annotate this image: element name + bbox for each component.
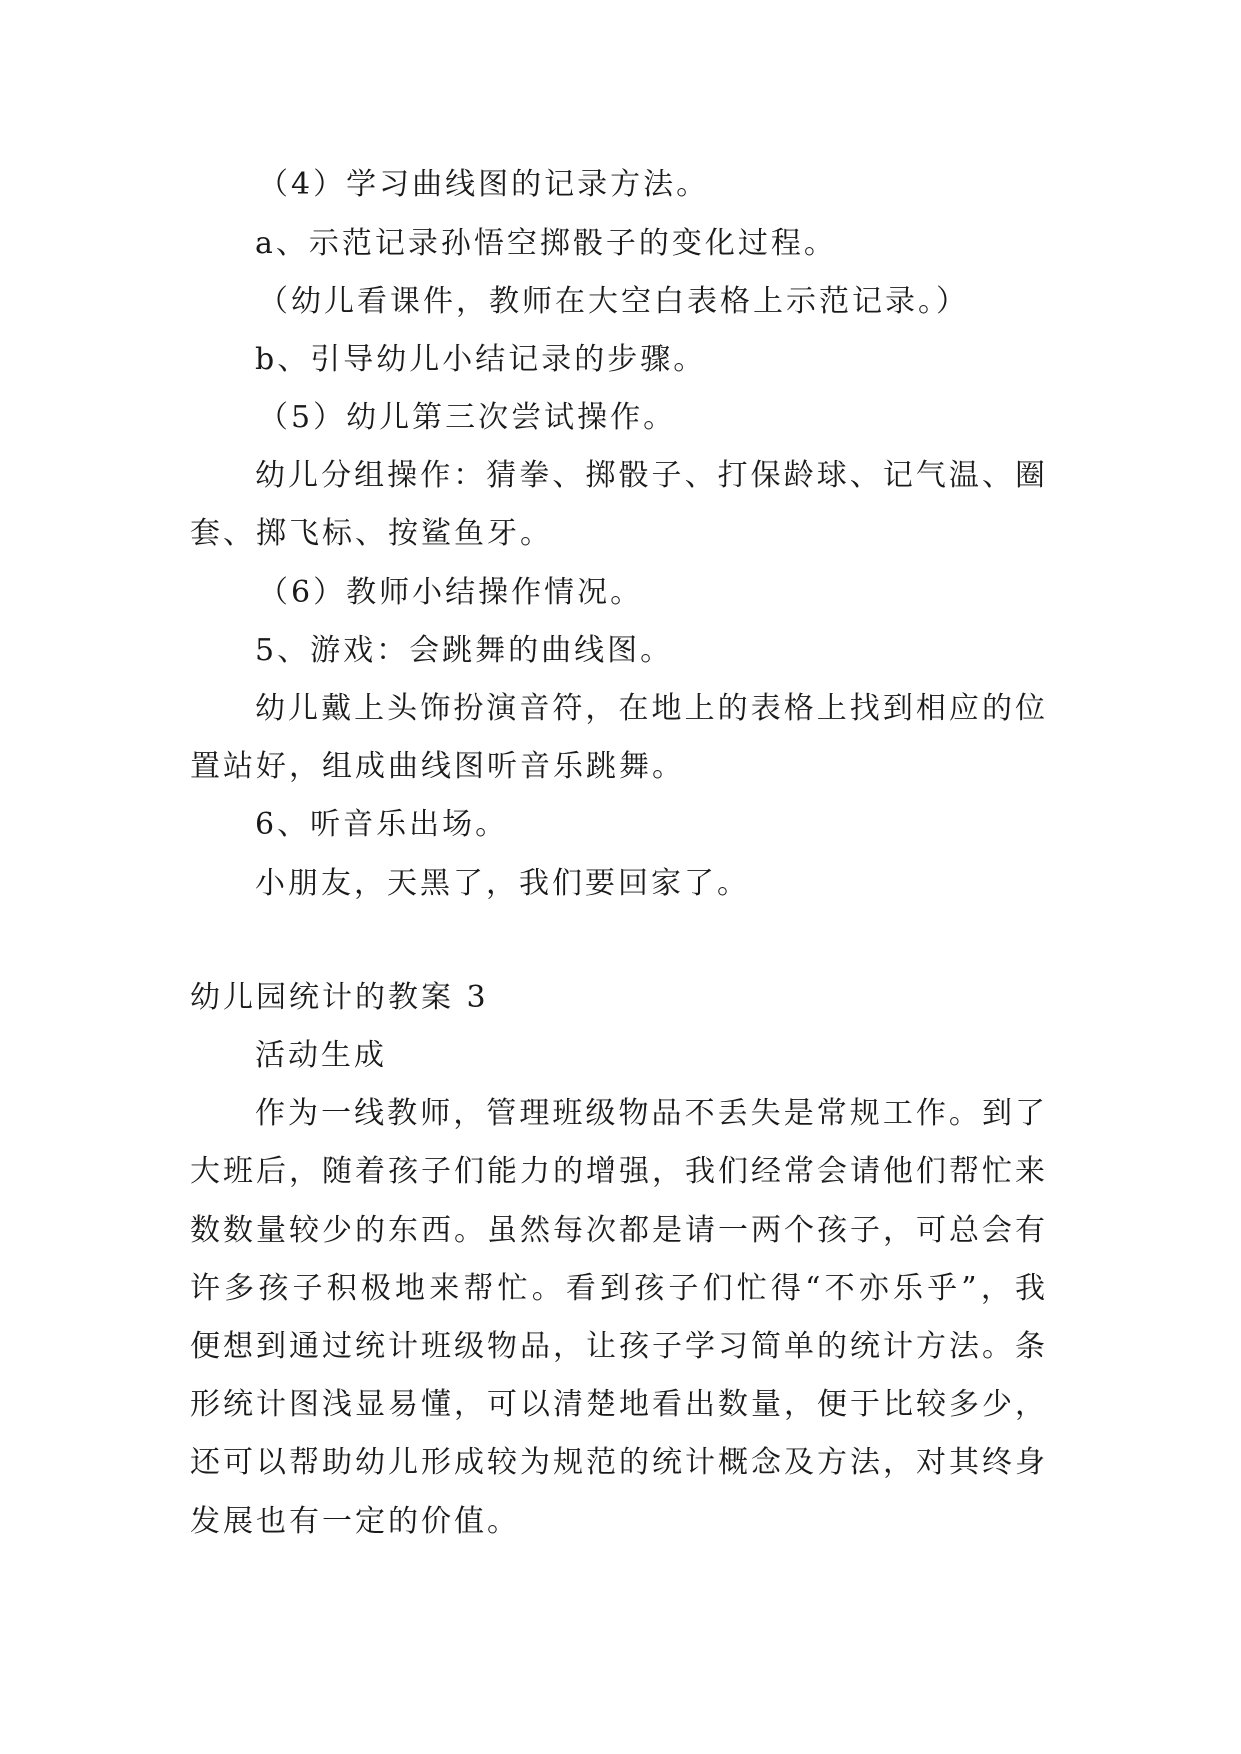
closing-line: 小朋友，天黑了，我们要回家了。: [255, 866, 750, 901]
game-heading: 5、游戏：会跳舞的曲线图。: [255, 633, 674, 668]
game-desc-line-2: 置站好，组成曲线图听音乐跳舞。: [190, 749, 685, 784]
step-6-heading: （6）教师小结操作情况。: [258, 575, 644, 610]
paragraph-line-3: 数数量较少的东西。虽然每次都是请一两个孩子，可总会有: [190, 1213, 1048, 1248]
paragraph-line-5: 便想到通过统计班级物品，让孩子学习简单的统计方法。条: [190, 1329, 1048, 1364]
paragraph-line-1: 作为一线教师，管理班级物品不丢失是常规工作。到了: [255, 1096, 1048, 1131]
exit-heading: 6、听音乐出场。: [255, 807, 509, 842]
paragraph-line-4: 许多孩子积极地来帮忙。看到孩子们忙得“不亦乐乎”，我: [190, 1271, 1048, 1306]
step-a-line: a、示范记录孙悟空掷骰子的变化过程。: [255, 226, 837, 261]
group-operation-line-1: 幼儿分组操作：猜拳、掷骰子、打保龄球、记气温、圈: [255, 458, 1048, 493]
section-title: 幼儿园统计的教案 3: [190, 980, 489, 1015]
step-4-heading: （4）学习曲线图的记录方法。: [258, 167, 710, 202]
paragraph-line-7: 还可以帮助幼儿形成较为规范的统计概念及方法，对其终身: [190, 1445, 1048, 1480]
section-subtitle: 活动生成: [255, 1038, 387, 1073]
paragraph-line-2: 大班后，随着孩子们能力的增强，我们经常会请他们帮忙来: [190, 1154, 1048, 1189]
paragraph-line-6: 形统计图浅显易懂，可以清楚地看出数量，便于比较多少，: [190, 1387, 1048, 1422]
group-operation-line-2: 套、掷飞标、按鲨鱼牙。: [190, 516, 553, 551]
paragraph-line-8: 发展也有一定的价值。: [190, 1504, 520, 1539]
step-note-line: （幼儿看课件，教师在大空白表格上示范记录。）: [258, 284, 969, 319]
step-b-line: b、引导幼儿小结记录的步骤。: [255, 342, 707, 377]
game-desc-line-1: 幼儿戴上头饰扮演音符，在地上的表格上找到相应的位: [255, 691, 1048, 726]
step-5-heading: （5）幼儿第三次尝试操作。: [258, 400, 677, 435]
